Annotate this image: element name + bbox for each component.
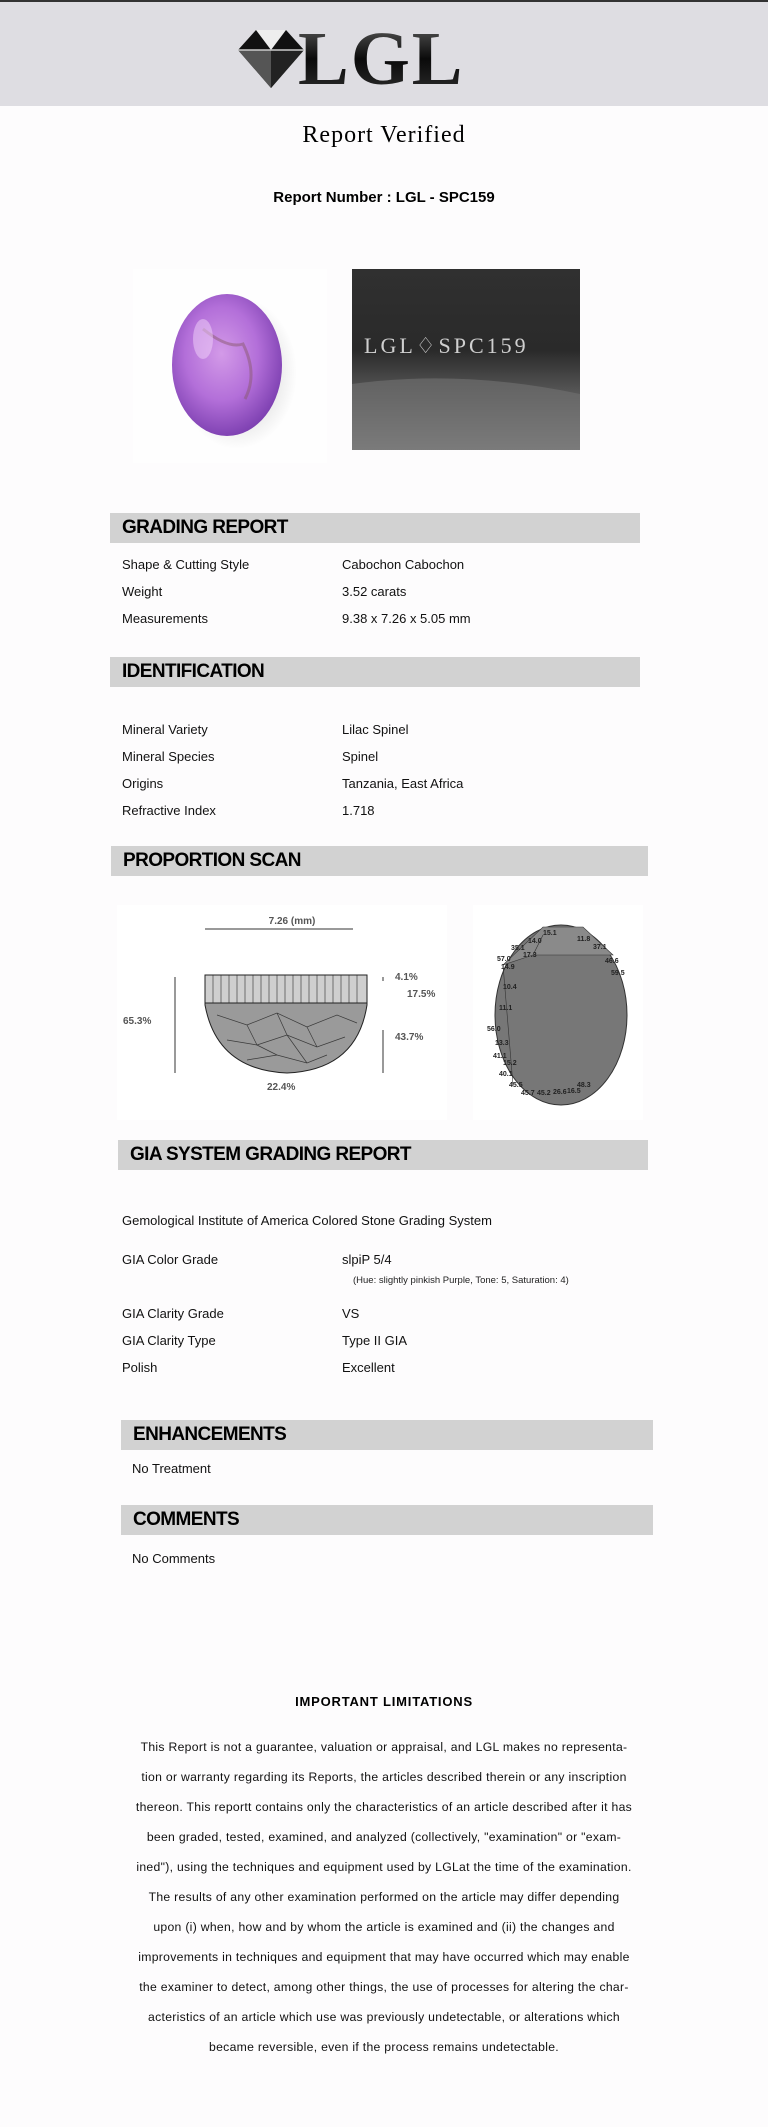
row-value: 9.38 x 7.26 x 5.05 mm <box>342 611 471 626</box>
svg-text:7.26 (mm): 7.26 (mm) <box>268 916 316 927</box>
row-label: Shape & Cutting Style <box>122 557 250 572</box>
svg-text:65.3%: 65.3% <box>123 1016 152 1027</box>
row-value: Lilac Spinel <box>342 722 409 737</box>
limitations-line: The results of any other examination performed on the article may differ depending <box>148 1890 620 1904</box>
row-label: GIA Clarity Type <box>122 1333 216 1348</box>
report-number: Report Number : LGL - SPC159 <box>273 189 495 206</box>
svg-text:43.7%: 43.7% <box>395 1032 424 1043</box>
row-label: Origins <box>122 776 164 791</box>
svg-text:13.3: 13.3 <box>495 1040 509 1047</box>
limitations-heading: IMPORTANT LIMITATIONS <box>295 1694 473 1709</box>
proportion-top-diagram <box>473 905 643 1120</box>
diamond-icon <box>238 30 304 88</box>
gia-system-line: Gemological Institute of America Colored Stone Grading System <box>122 1213 492 1228</box>
svg-text:26.6: 26.6 <box>553 1089 567 1096</box>
svg-text:22.4%: 22.4% <box>267 1082 296 1093</box>
svg-text:48.3: 48.3 <box>577 1082 591 1089</box>
svg-text:45.7: 45.7 <box>521 1090 535 1097</box>
identification-heading: IDENTIFICATION <box>110 657 640 687</box>
row-label: Mineral Variety <box>122 722 208 737</box>
enhancements-heading: ENHANCEMENTS <box>121 1420 653 1450</box>
proportion-scan-heading: PROPORTION SCAN <box>111 846 648 876</box>
limitations-line: acteristics of an article which use was previously undetectable, or alterations which <box>148 2010 620 2024</box>
svg-text:45.5: 45.5 <box>509 1082 523 1089</box>
svg-text:15.1: 15.1 <box>543 930 557 937</box>
svg-text:11.1: 11.1 <box>499 1005 513 1012</box>
row-value: Tanzania, East Africa <box>342 776 464 791</box>
svg-text:41.1: 41.1 <box>493 1053 507 1060</box>
row-label: Measurements <box>122 611 208 626</box>
svg-text:45.2: 45.2 <box>537 1090 551 1097</box>
row-label: GIA Clarity Grade <box>122 1306 224 1321</box>
row-label: GIA Color Grade <box>122 1252 219 1267</box>
row-value: VS <box>342 1306 360 1321</box>
lgl-logo <box>234 16 494 96</box>
site-header <box>0 0 768 106</box>
svg-text:14.9: 14.9 <box>501 964 515 971</box>
svg-text:17.5%: 17.5% <box>407 989 436 1000</box>
row-value: Spinel <box>342 749 379 764</box>
page-title: Report Verified <box>302 122 466 148</box>
limitations-line: became reversible, even if the process remains undetectable. <box>209 2040 559 2054</box>
limitations-line: tion or warranty regarding its Reports, the articles described therein or any inscription <box>141 1770 627 1784</box>
row-label: Weight <box>122 584 163 599</box>
svg-text:59.5: 59.5 <box>611 970 625 977</box>
stone-photo <box>133 269 327 463</box>
svg-text:17.3: 17.3 <box>523 952 537 959</box>
grading-report-heading: GRADING REPORT <box>110 513 640 543</box>
svg-text:LGL: LGL <box>298 17 465 96</box>
row-value: 1.718 <box>342 803 375 818</box>
limitations-line: ined"), using the techniques and equipment used by LGLat the time of the examination. <box>136 1860 632 1874</box>
svg-text:16.5: 16.5 <box>567 1088 581 1095</box>
proportion-side-diagram <box>117 905 447 1120</box>
svg-text:57.0: 57.0 <box>497 956 511 963</box>
row-value: slpiP 5/4 <box>342 1252 392 1267</box>
row-label: Mineral Species <box>122 749 215 764</box>
comments-text: No Comments <box>132 1551 216 1566</box>
row-value: 3.52 carats <box>342 584 407 599</box>
svg-text:56.0: 56.0 <box>487 1026 501 1033</box>
svg-text:40.1: 40.1 <box>499 1071 513 1078</box>
limitations-line: upon (i) when, how and by whom the article is examined and (ii) the changes and <box>153 1920 615 1934</box>
row-label: Polish <box>122 1360 158 1375</box>
limitations-text <box>112 1732 656 2062</box>
svg-text:4.1%: 4.1% <box>395 972 418 983</box>
row-label: Refractive Index <box>122 803 216 818</box>
limitations-line: the examiner to detect, among other things, the use of processes for altering the char- <box>139 1980 629 1994</box>
row-value: Excellent <box>342 1360 395 1375</box>
svg-text:35.1: 35.1 <box>511 945 525 952</box>
limitations-line: thereon. This reportt contains only the characteristics of an article described after it has <box>135 1800 633 1814</box>
svg-text:14.0: 14.0 <box>528 938 542 945</box>
row-value: Type II GIA <box>342 1333 408 1348</box>
limitations-line: been graded, tested, examined, and analyzed (collectively, "examination" or "exam- <box>146 1830 622 1844</box>
inscription-photo <box>352 269 580 450</box>
enhancements-text: No Treatment <box>132 1461 211 1476</box>
svg-text:LGL♢SPC159: LGL♢SPC159 <box>364 333 529 358</box>
svg-text:37.1: 37.1 <box>593 944 607 951</box>
row-value: Cabochon Cabochon <box>342 557 465 572</box>
limitations-line: improvements in techniques and equipment that may have occurred which may enable <box>138 1950 630 1964</box>
svg-text:46.6: 46.6 <box>605 958 619 965</box>
svg-text:10.4: 10.4 <box>503 984 517 991</box>
limitations-line: This Report is not a guarantee, valuation or appraisal, and LGL makes no representa- <box>140 1740 628 1754</box>
svg-text:11.8: 11.8 <box>577 936 591 943</box>
comments-heading: COMMENTS <box>121 1505 653 1535</box>
gia-heading: GIA SYSTEM GRADING REPORT <box>118 1140 648 1170</box>
svg-text:15.2: 15.2 <box>503 1060 517 1067</box>
color-note: (Hue: slightly pinkish Purple, Tone: 5, Saturation: 4) <box>353 1275 569 1286</box>
